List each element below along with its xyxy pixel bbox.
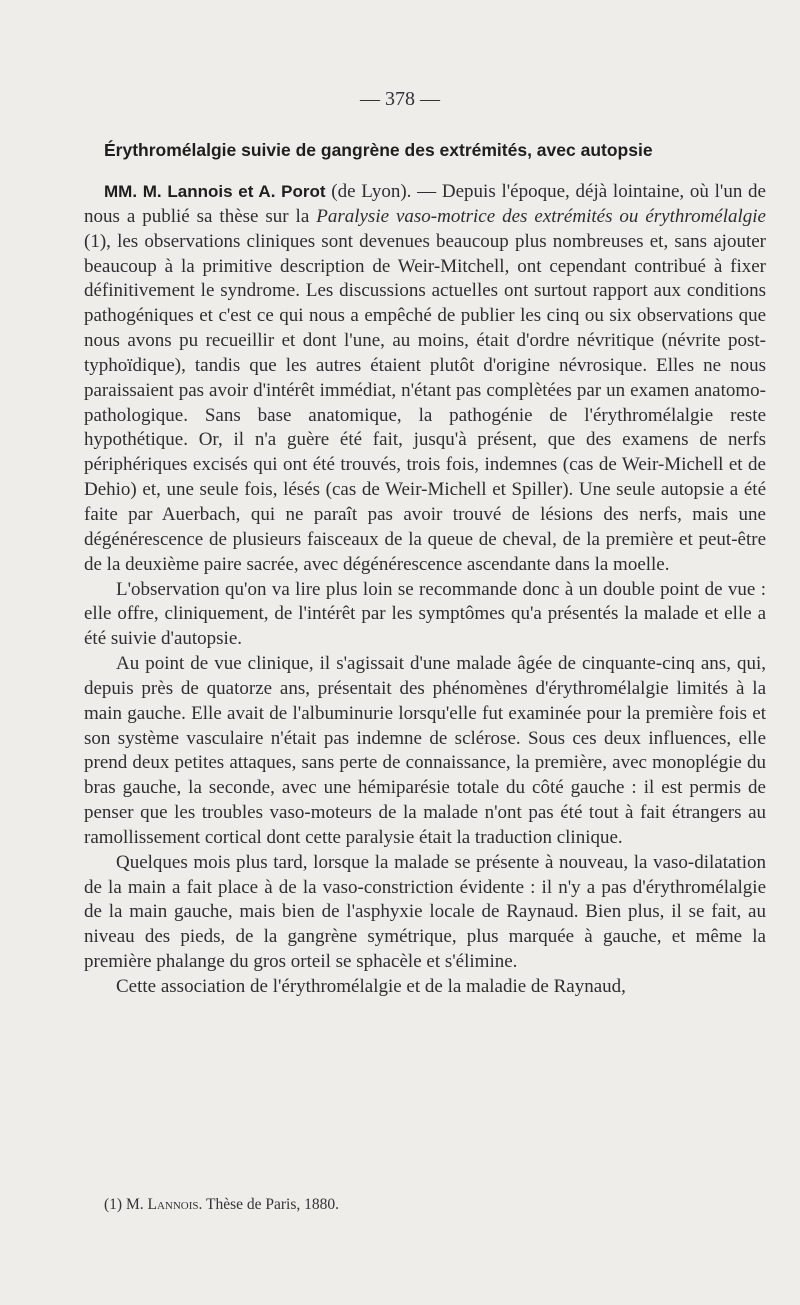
footnote-text: . Thèse de Paris, 1880. <box>198 1196 339 1213</box>
article-title: Érythromélalgie suivie de gangrène des extrémités, avec autopsie <box>104 140 653 160</box>
paragraph-5: Cette association de l'érythromélalgie et de la maladie de Raynaud, <box>116 976 626 997</box>
footnote <box>104 1196 339 1214</box>
footnote-marker: (1) <box>104 1196 126 1213</box>
authors: MM. M. Lannois et A. Porot <box>104 182 326 201</box>
footnote-author: M. Lannois <box>125 1196 199 1213</box>
thesis-title: Paralysie vaso-motrice des extrémités ou érythromélalgie <box>316 205 766 227</box>
origin-text: (de Lyon). — Depuis l'époque, déjà lointaine, où l'un de nous a publié sa thèse sur la <box>84 181 766 227</box>
paragraph-4: Quelques mois plus tard, lorsque la malade se présente à nouveau, la vaso-dilatation de la main a fait place à de la vaso-constriction évidente : il n'y a pas d'érythromélalgie de la main gauche, mais bien de l'asphyxie locale de Raynaud. Bien plus, il se fait, au niveau des pieds, de la gangrène symétrique, plus marquée à gauche, et même la première phalange du gros orteil se sphacèle et s'élimine. <box>84 851 766 973</box>
page-number: — 378 — <box>360 88 440 110</box>
paragraph-1-text: , les observations cliniques sont devenues beaucoup plus nombreuses et, sans ajouter beaucoup à la primitive description de Weir-Mitchell, ont cependant contribué à fixer définitivement le syndrome. Les discussions actuelles ont surtout rapport aux conditions pathogéniques et c'est ce qui nous a empêché de publier les cinq ou six observations que nous avons pu recueillir et dont l'une, au moins, était d'ordre névritique (névrite post-typhoïdique), tandis que les autres étaient plutôt d'origine névrosique. Elles ne nous paraissaient pas avoir d'intérêt immédiat, n'étant pas complètées par un examen anatomo-pathologique. Sans base anatomique, la pathogénie de l'érythromélalgie reste hypothétique. Or, il n'a guère été fait, jusqu'à présent, que des examens de nerfs périphériques excisés qui ont été trouvés, trois fois, indemnes (cas de Weir-Michell et de Dehio) et, une seule fois, lésés (cas de Weir-Michell et Spiller). Une seule autopsie a été faite par Auerbach, qui ne paraît pas avoir trouvé de lésions des nerfs, mais une dégénérescence de plusieurs faisceaux de la queue de cheval, de la première et peut-être de la deuxième paire sacrée, avec dégénérescence ascendante dans la moelle. <box>84 230 766 575</box>
paragraph-2: L'observation qu'on va lire plus loin se recommande donc à un double point de vue : elle offre, cliniquement, de l'intérêt par les symptômes qu'a présentés la malade et elle a été suivie d'autopsie. <box>84 578 766 650</box>
paragraph-3: Au point de vue clinique, il s'agissait d'une malade âgée de cinquante-cinq ans, qui, depuis près de quatorze ans, présentait des phénomènes d'érythromélalgie limités à la main gauche. Elle avait de l'albuminurie lorsqu'elle fut examinée pour la première fois et son système vasculaire n'était pas indemne de sclérose. Sous ces deux influences, elle prend deux petites attaques, sans perte de connaissance, la première, avec monoplégie du bras gauche, la seconde, avec une hémiparésie totale du côté gauche : il est permis de penser que les troubles vaso-moteurs de la malade n'ont pas été tout à fait étrangers au ramollissement cortical dont cette paralysie était la traduction clinique. <box>84 653 766 848</box>
paragraph-1 <box>84 180 766 578</box>
footnote-reference: (1) <box>84 230 107 252</box>
article-body <box>84 180 766 1000</box>
